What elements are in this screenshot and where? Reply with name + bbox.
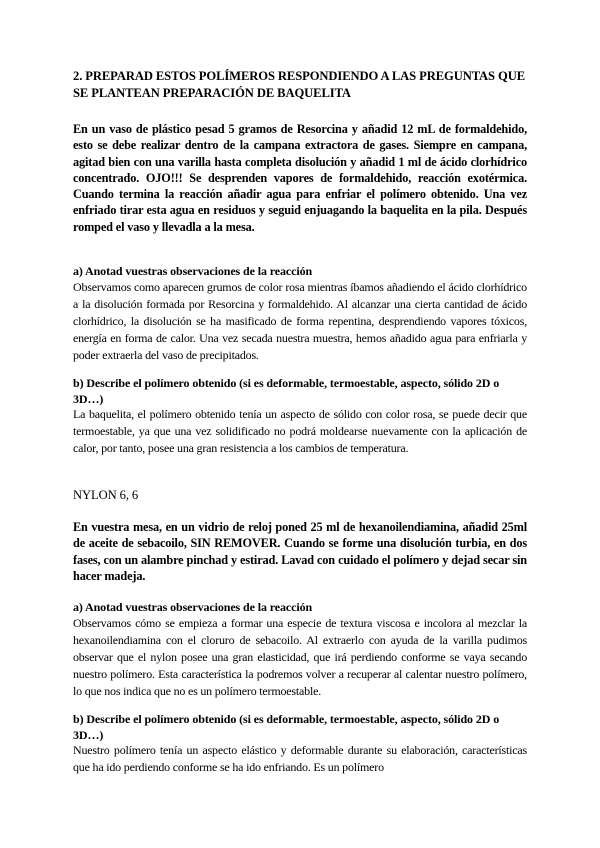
- nylon-instructions: En vuestra mesa, en un vidrio de reloj poned 25 ml de hexanoilendiamina, añadid 25ml de aceite de sebacoilo, SIN REMOVER. Cuando se forme una disolución turbia, en dos fases, con un alambre pinchad y estirad. Lavad con cuidado el polímero y dejad secar sin hacer madeja.: [73, 520, 527, 583]
- baquelita-answer-b: La baquelita, el polímero obtenido tenía un aspecto de sólido con color rosa, se puede decir que termoestable, ya que una vez solidificado no podrá moldearse nuevamente con la aplicación de calor, por tanto, posee una gran resistencia a los cambios de temperatura.: [73, 407, 527, 455]
- nylon-question-b: b) Describe el polímero obtenido (si es deformable, termoestable, aspecto, sólido 2D o 3D…): [73, 712, 500, 742]
- baquelita-answer-a: Observamos como aparecen grumos de color rosa mientras íbamos añadiendo el ácido clorhídrico a la disolución formada por Resorcina y formaldehido. Al alcanzar una cierta cantidad de ácido clorhídrico, la disolución se ha masificado de forma repentina, desprendiendo vapores tóxicos, energía en forma de calor. Una vez secada nuestra muestra, hemos añadido agua para enfriarla y poder extraerla del vaso de precipitados.: [73, 280, 527, 362]
- baquelita-question-b: b) Describe el polímero obtenido (si es deformable, termoestable, aspecto, sólido 2D o 3D…): [73, 376, 500, 406]
- section-title-nylon: NYLON 6, 6: [73, 488, 139, 502]
- baquelita-question-a: a) Anotad vuestras observaciones de la reacción: [73, 264, 313, 278]
- section-title-baquelita: 2. PREPARAD ESTOS POLÍMEROS RESPONDIENDO A LAS PREGUNTAS QUE SE PLANTEAN PREPARACIÓN DE BAQUELITA: [73, 69, 525, 100]
- nylon-question-a: a) Anotad vuestras observaciones de la reacción: [73, 600, 313, 614]
- baquelita-instructions: En un vaso de plástico pesad 5 gramos de Resorcina y añadid 12 mL de formaldehido, esto se debe realizar dentro de la campana extractora de gases. Siempre en campana, agitad bien con una varilla hasta completa disolución y añadid 1 ml de ácido clorhídrico concentrado. OJO!!! Se desprenden vapores de formaldehido, reacción exotérmica. Cuando termina la reacción añadir agua para enfriar el polímero obtenido. Una vez enfriado tirar esta agua en residuos y seguid enjuagando la baquelita en la pila. Después romped el vaso y llevadla a la mesa.: [73, 122, 527, 234]
- nylon-answer-a: Observamos cómo se empieza a formar una especie de textura viscosa e incolora al mezclar la hexanoilendiamina con el cloruro de sebacoilo. Al extraerlo con ayuda de la varilla pudimos observar que el nylon posee una gran elasticidad, que irá perdiendo conforme se vaya secando nuestro polímero. Esta característica la podremos volver a recuperar al calentar nuestro polímero, lo que nos indica que no es un polímero termoestable.: [73, 616, 527, 698]
- nylon-answer-b: Nuestro polímero tenía un aspecto elástico y deformable durante su elaboración, características que ha ido perdiendo conforme se ha ido enfriando. Es un polímero: [73, 743, 527, 774]
